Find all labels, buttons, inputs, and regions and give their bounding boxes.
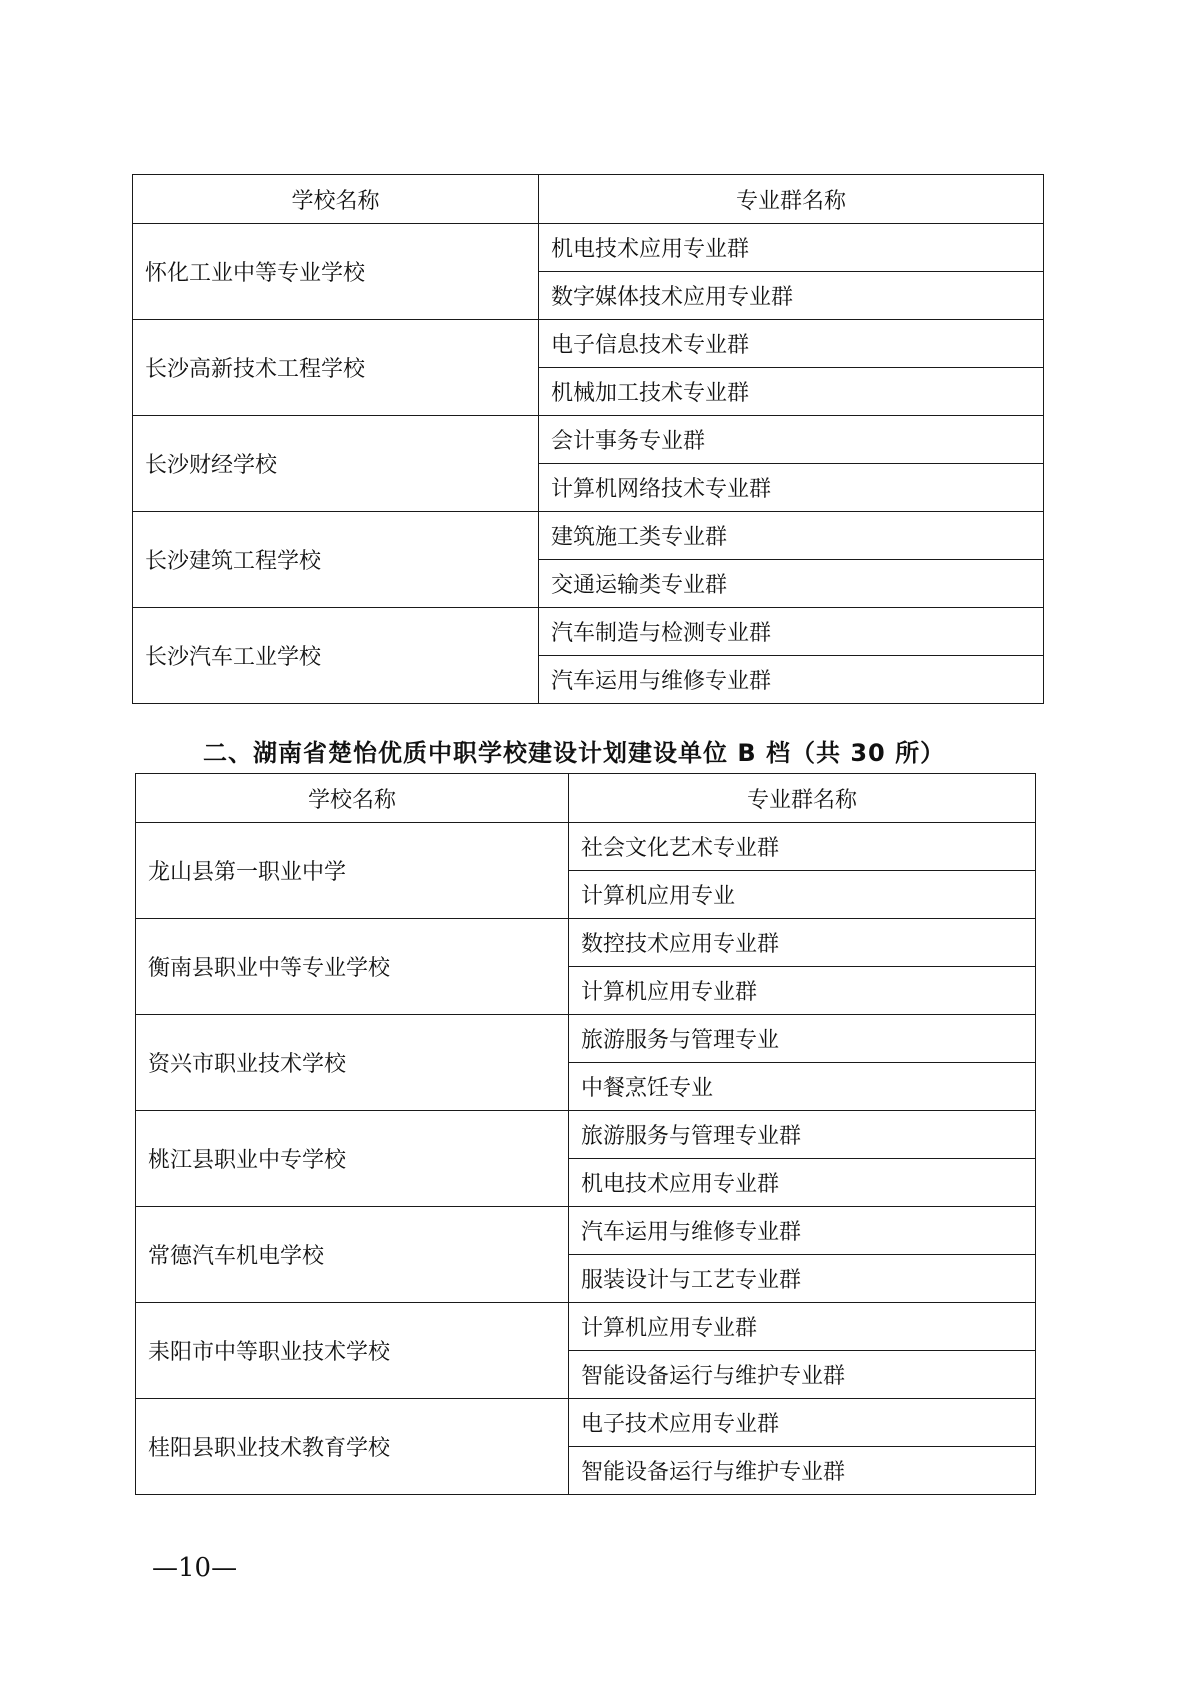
school-name-cell: 怀化工业中等专业学校 xyxy=(133,224,539,320)
school-name-cell: 龙山县第一职业中学 xyxy=(136,823,569,919)
school-name-cell: 常德汽车机电学校 xyxy=(136,1207,569,1303)
section-title: 二、湖南省楚怡优质中职学校建设计划建设单位 B 档（共 30 所） xyxy=(203,739,946,767)
group-name-cell: 机电技术应用专业群 xyxy=(569,1159,1036,1207)
group-name-cell: 建筑施工类专业群 xyxy=(539,512,1044,560)
group-name-cell: 会计事务专业群 xyxy=(539,416,1044,464)
group-name-cell: 旅游服务与管理专业群 xyxy=(569,1111,1036,1159)
group-name-cell: 数字媒体技术应用专业群 xyxy=(539,272,1044,320)
group-name-cell: 社会文化艺术专业群 xyxy=(569,823,1036,871)
school-table-a xyxy=(132,174,1044,704)
group-name-cell: 计算机应用专业群 xyxy=(569,1303,1036,1351)
group-name-cell: 电子技术应用专业群 xyxy=(569,1399,1036,1447)
table-row xyxy=(133,320,1044,368)
school-name-cell: 桃江县职业中专学校 xyxy=(136,1111,569,1207)
table-row xyxy=(136,1015,1036,1063)
group-name-cell: 智能设备运行与维护专业群 xyxy=(569,1447,1036,1495)
school-name-cell: 耒阳市中等职业技术学校 xyxy=(136,1303,569,1399)
header-school-name: 学校名称 xyxy=(133,175,539,224)
group-name-cell: 计算机应用专业群 xyxy=(569,967,1036,1015)
group-name-cell: 智能设备运行与维护专业群 xyxy=(569,1351,1036,1399)
table-row xyxy=(133,608,1044,656)
group-name-cell: 计算机应用专业 xyxy=(569,871,1036,919)
school-table-b xyxy=(135,773,1036,1495)
table-header-row xyxy=(136,774,1036,823)
group-name-cell: 旅游服务与管理专业 xyxy=(569,1015,1036,1063)
school-name-cell: 资兴市职业技术学校 xyxy=(136,1015,569,1111)
group-name-cell: 交通运输类专业群 xyxy=(539,560,1044,608)
school-name-cell: 衡南县职业中等专业学校 xyxy=(136,919,569,1015)
table-header-row xyxy=(133,175,1044,224)
group-name-cell: 电子信息技术专业群 xyxy=(539,320,1044,368)
school-name-cell: 长沙高新技术工程学校 xyxy=(133,320,539,416)
header-group-name: 专业群名称 xyxy=(569,774,1036,823)
table-row xyxy=(136,1303,1036,1351)
table-row xyxy=(133,416,1044,464)
header-school-name: 学校名称 xyxy=(136,774,569,823)
school-name-cell: 长沙汽车工业学校 xyxy=(133,608,539,704)
school-name-cell: 长沙建筑工程学校 xyxy=(133,512,539,608)
table-row xyxy=(136,1111,1036,1159)
group-name-cell: 汽车制造与检测专业群 xyxy=(539,608,1044,656)
group-name-cell: 汽车运用与维修专业群 xyxy=(539,656,1044,704)
group-name-cell: 机电技术应用专业群 xyxy=(539,224,1044,272)
group-name-cell: 中餐烹饪专业 xyxy=(569,1063,1036,1111)
group-name-cell: 计算机网络技术专业群 xyxy=(539,464,1044,512)
table-row xyxy=(133,512,1044,560)
group-name-cell: 数控技术应用专业群 xyxy=(569,919,1036,967)
table-row xyxy=(136,1399,1036,1447)
school-name-cell: 长沙财经学校 xyxy=(133,416,539,512)
school-name-cell: 桂阳县职业技术教育学校 xyxy=(136,1399,569,1495)
group-name-cell: 汽车运用与维修专业群 xyxy=(569,1207,1036,1255)
group-name-cell: 服装设计与工艺专业群 xyxy=(569,1255,1036,1303)
table-row xyxy=(136,823,1036,871)
table-row xyxy=(136,919,1036,967)
table-row xyxy=(133,224,1044,272)
header-group-name: 专业群名称 xyxy=(539,175,1044,224)
table-row xyxy=(136,1207,1036,1255)
group-name-cell: 机械加工技术专业群 xyxy=(539,368,1044,416)
page-number: —10— xyxy=(152,1553,238,1583)
